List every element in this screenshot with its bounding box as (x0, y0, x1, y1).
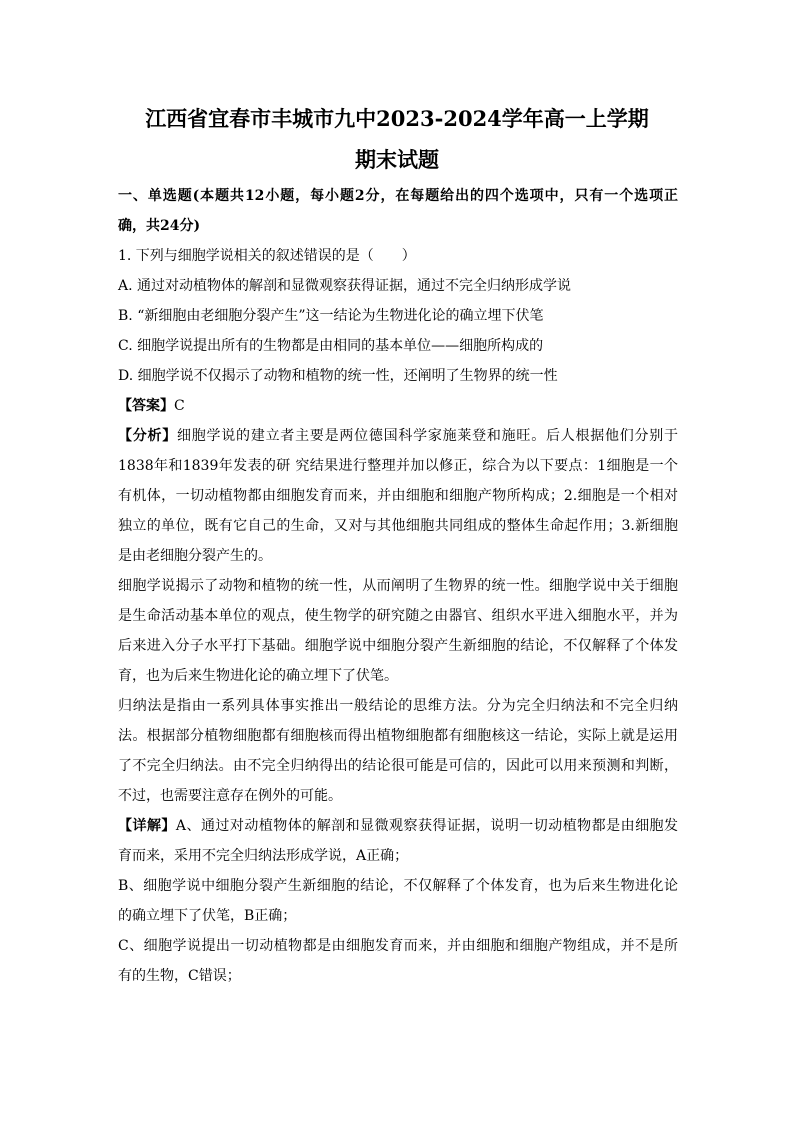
analysis-line-1 (118, 426, 678, 446)
detail-line: C、细胞学说提出一切动植物都是由细胞发育而来，并由细胞和细胞产物组成，并不是所 (118, 938, 678, 954)
answer-label: 【答案】 (118, 398, 174, 414)
analysis-line: 了不完全归纳法。由不完全归纳得出的结论很可能是可信的，因此可以用来预测和判断， (118, 758, 678, 774)
analysis-line: 后来进入分子水平打下基础。细胞学说中细胞分裂产生新细胞的结论，不仅解释了个体发 (118, 638, 678, 654)
analysis-line: 1838年和1839年发表的研 究结果进行整理并加以修正，综合为以下要点：1细胞是一个 (118, 458, 678, 474)
analysis-line: 细胞学说揭示了动物和植物的统一性，从而阐明了生物界的统一性。细胞学说中关于细胞 (118, 578, 678, 594)
analysis-line: 归纳法是指由一系列具体事实推出一般结论的思维方法。分为完全归纳法和不完全归纳 (118, 698, 678, 714)
detail-first-text: A、通过对动植物体的解剖和显微观察获得证据，说明一切动植物都是由细胞发 (175, 818, 679, 834)
doc-title-line2: 期末试题 (355, 147, 439, 172)
answer-value: C (174, 398, 185, 414)
option-a: A. 通过对动植物体的解剖和显微观察获得证据，通过不完全归纳形成学说 (118, 278, 572, 294)
analysis-line: 有机体，一切动植物都由细胞发育而来，并由细胞和细胞产物所构成；2.细胞是一个相对 (118, 488, 678, 504)
detail-line-1 (118, 816, 678, 836)
detail-line: 有的生物，C错误； (118, 968, 241, 984)
section-heading-line1: 一、单选题(本题共12小题，每小题2分，在每题给出的四个选项中，只有一个选项正 (118, 188, 678, 204)
detail-line: B、细胞学说中细胞分裂产生新细胞的结论，不仅解释了个体发育，也为后来生物进化论 (118, 878, 678, 894)
analysis-line: 法。根据部分植物细胞都有细胞核而得出植物细胞都有细胞核这一结论，实际上就是运用 (118, 728, 678, 744)
question-stem: 1. 下列与细胞学说相关的叙述错误的是（ ） (118, 248, 416, 264)
answer-line (118, 396, 678, 416)
detail-line: 育而来，采用不完全归纳法形成学说，A正确； (118, 848, 409, 864)
option-b: B. “新细胞由老细胞分裂产生”这一结论为生物进化论的确立埋下伏笔 (118, 308, 544, 324)
option-d: D. 细胞学说不仅揭示了动物和植物的统一性，还阐明了生物界的统一性 (118, 368, 558, 384)
detail-line: 的确立埋下了伏笔，B正确； (118, 908, 297, 924)
analysis-label: 【分析】 (118, 428, 178, 444)
section-heading-line2: 确，共24分) (118, 218, 201, 234)
detail-label: 【详解】 (118, 818, 176, 834)
analysis-line: 是由老细胞分裂产生的。 (118, 548, 272, 564)
analysis-line: 不过，也需要注意存在例外的可能。 (118, 788, 342, 804)
analysis-line: 是生命活动基本单位的观点，使生物学的研究随之由器官、组织水平进入细胞水平，并为 (118, 608, 678, 624)
option-c: C. 细胞学说提出所有的生物都是由相同的基本单位——细胞所构成的 (118, 338, 544, 354)
analysis-first-text: 细胞学说的建立者主要是两位德国科学家施莱登和施旺。后人根据他们分别于 (177, 428, 679, 444)
doc-title-line1: 江西省宜春市丰城市九中2023-2024学年高一上学期 (145, 106, 649, 131)
analysis-line: 独立的单位，既有它自己的生命，又对与其他细胞共同组成的整体生命起作用；3.新细胞 (118, 518, 678, 534)
analysis-line: 育，也为后来生物进化论的确立埋下了伏笔。 (118, 668, 398, 684)
